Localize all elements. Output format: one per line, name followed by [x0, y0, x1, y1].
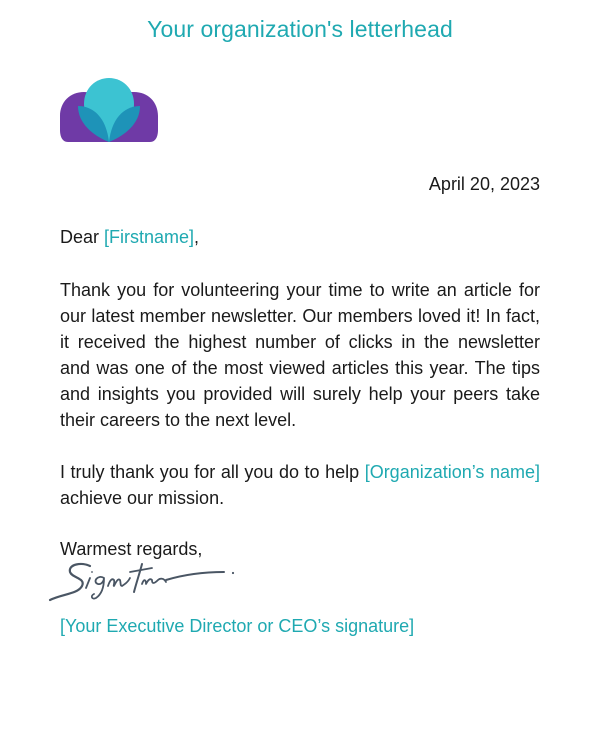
paragraph-2-prefix: I truly thank you for all you do to help	[60, 462, 365, 482]
letter-date: April 20, 2023	[428, 174, 540, 194]
cloud-leaf-logo	[60, 76, 158, 144]
handwritten-signature	[46, 556, 238, 604]
signature-placeholder: [Your Executive Director or CEO’s signature]	[60, 616, 415, 636]
paragraph-2-suffix: achieve our mission.	[60, 488, 225, 508]
body-paragraph-1: Thank you for volunteering your time to write an article for our latest member newsletter. Our members loved it! In fact, it received the highest number of clicks in the newsletter and was one of the most viewed articles this year. The tips and insights you provided will surely help your peers take their careers to the next level.	[60, 280, 540, 430]
firstname-placeholder: [Firstname]	[104, 227, 195, 247]
closing-line: Warmest regards,	[60, 539, 203, 559]
letterhead-title: Your organization's letterhead	[147, 16, 453, 42]
salutation-prefix: Dear	[60, 227, 105, 247]
salutation-suffix: ,	[194, 227, 200, 247]
salutation	[60, 227, 199, 248]
body-paragraph-2	[60, 459, 540, 511]
organization-name-placeholder: [Organization’s name]	[364, 462, 541, 482]
